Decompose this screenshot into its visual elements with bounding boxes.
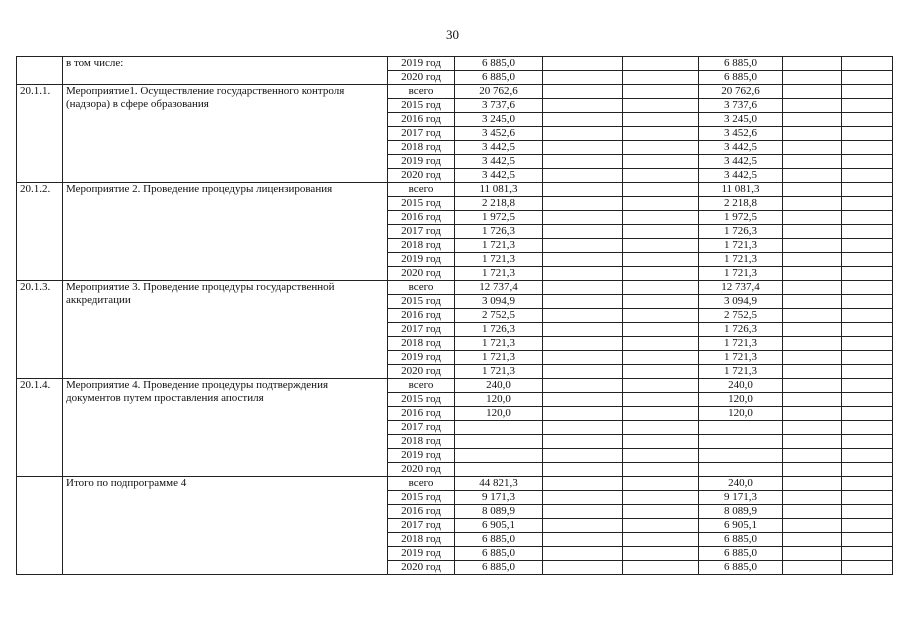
empty-cell (783, 379, 842, 393)
total-amount: 3 452,6 (455, 127, 543, 141)
empty-cell (783, 183, 842, 197)
total-amount: 3 442,5 (455, 155, 543, 169)
budget-amount: 3 452,6 (699, 127, 783, 141)
empty-cell (842, 239, 893, 253)
budget-amount: 6 885,0 (699, 71, 783, 85)
total-amount (455, 463, 543, 477)
empty-cell (543, 463, 623, 477)
period-label: 2018 год (388, 533, 455, 547)
empty-cell (842, 379, 893, 393)
period-label: 2015 год (388, 295, 455, 309)
budget-amount: 6 885,0 (699, 561, 783, 575)
total-amount: 6 885,0 (455, 547, 543, 561)
empty-cell (783, 309, 842, 323)
item-number: 20.1.3. (17, 281, 63, 379)
empty-cell (783, 393, 842, 407)
empty-cell (543, 393, 623, 407)
empty-cell (623, 141, 699, 155)
empty-cell (783, 155, 842, 169)
empty-cell (623, 421, 699, 435)
period-label: 2020 год (388, 463, 455, 477)
empty-cell (543, 239, 623, 253)
period-label: 2016 год (388, 113, 455, 127)
budget-amount (699, 449, 783, 463)
budget-amount: 1 721,3 (699, 267, 783, 281)
empty-cell (543, 183, 623, 197)
period-label: 2015 год (388, 491, 455, 505)
empty-cell (783, 449, 842, 463)
period-label: 2018 год (388, 239, 455, 253)
total-amount (455, 421, 543, 435)
empty-cell (623, 491, 699, 505)
empty-cell (543, 295, 623, 309)
total-amount: 6 885,0 (455, 561, 543, 575)
budget-amount: 1 726,3 (699, 323, 783, 337)
total-amount: 2 752,5 (455, 309, 543, 323)
empty-cell (783, 211, 842, 225)
empty-cell (623, 323, 699, 337)
item-title: Итого по подпрограмме 4 (63, 477, 388, 575)
empty-cell (842, 533, 893, 547)
budget-amount: 1 972,5 (699, 211, 783, 225)
empty-cell (543, 253, 623, 267)
empty-cell (623, 197, 699, 211)
empty-cell (783, 169, 842, 183)
empty-cell (543, 365, 623, 379)
budget-amount: 1 721,3 (699, 351, 783, 365)
budget-amount: 2 752,5 (699, 309, 783, 323)
empty-cell (543, 85, 623, 99)
period-label: 2015 год (388, 197, 455, 211)
empty-cell (543, 211, 623, 225)
budget-amount: 3 442,5 (699, 169, 783, 183)
budget-amount: 11 081,3 (699, 183, 783, 197)
empty-cell (623, 435, 699, 449)
empty-cell (842, 113, 893, 127)
empty-cell (842, 323, 893, 337)
period-label: 2020 год (388, 169, 455, 183)
period-label: 2017 год (388, 323, 455, 337)
table-row (17, 85, 893, 99)
total-amount: 12 737,4 (455, 281, 543, 295)
item-number: 20.1.2. (17, 183, 63, 281)
empty-cell (842, 421, 893, 435)
budget-amount: 9 171,3 (699, 491, 783, 505)
empty-cell (543, 379, 623, 393)
total-amount (455, 449, 543, 463)
empty-cell (623, 295, 699, 309)
period-label: всего (388, 85, 455, 99)
total-amount: 6 905,1 (455, 519, 543, 533)
empty-cell (842, 393, 893, 407)
empty-cell (623, 183, 699, 197)
period-label: 2016 год (388, 505, 455, 519)
empty-cell (623, 561, 699, 575)
empty-cell (842, 197, 893, 211)
empty-cell (543, 547, 623, 561)
total-amount: 1 721,3 (455, 351, 543, 365)
period-label: 2020 год (388, 365, 455, 379)
empty-cell (783, 295, 842, 309)
empty-cell (842, 85, 893, 99)
period-label: 2019 год (388, 57, 455, 71)
budget-amount: 2 218,8 (699, 197, 783, 211)
empty-cell (783, 351, 842, 365)
empty-cell (543, 435, 623, 449)
empty-cell (543, 477, 623, 491)
empty-cell (842, 169, 893, 183)
total-amount: 11 081,3 (455, 183, 543, 197)
empty-cell (623, 393, 699, 407)
empty-cell (842, 127, 893, 141)
empty-cell (623, 337, 699, 351)
budget-amount: 12 737,4 (699, 281, 783, 295)
table-row (17, 477, 893, 491)
empty-cell (783, 407, 842, 421)
budget-amount (699, 435, 783, 449)
empty-cell (783, 519, 842, 533)
item-title: Мероприятие1. Осуществление государственного контроля (надзора) в сфере образования (63, 85, 388, 183)
total-amount: 1 721,3 (455, 253, 543, 267)
empty-cell (543, 351, 623, 365)
empty-cell (543, 309, 623, 323)
period-label: 2017 год (388, 421, 455, 435)
empty-cell (543, 505, 623, 519)
empty-cell (783, 421, 842, 435)
empty-cell (783, 85, 842, 99)
item-number: 20.1.1. (17, 85, 63, 183)
empty-cell (623, 99, 699, 113)
period-label: 2016 год (388, 211, 455, 225)
empty-cell (783, 435, 842, 449)
empty-cell (842, 57, 893, 71)
period-label: 2019 год (388, 449, 455, 463)
empty-cell (783, 225, 842, 239)
period-label: 2020 год (388, 267, 455, 281)
period-label: всего (388, 379, 455, 393)
empty-cell (543, 421, 623, 435)
total-amount: 2 218,8 (455, 197, 543, 211)
total-amount: 3 737,6 (455, 99, 543, 113)
budget-amount: 1 721,3 (699, 253, 783, 267)
item-number (17, 477, 63, 575)
empty-cell (842, 155, 893, 169)
empty-cell (842, 309, 893, 323)
budget-amount: 120,0 (699, 393, 783, 407)
budget-amount: 240,0 (699, 477, 783, 491)
period-label: 2018 год (388, 435, 455, 449)
empty-cell (543, 281, 623, 295)
total-amount: 6 885,0 (455, 71, 543, 85)
empty-cell (623, 407, 699, 421)
budget-amount: 1 721,3 (699, 365, 783, 379)
total-amount: 3 245,0 (455, 113, 543, 127)
empty-cell (623, 71, 699, 85)
budget-amount: 6 885,0 (699, 57, 783, 71)
empty-cell (842, 267, 893, 281)
empty-cell (842, 351, 893, 365)
empty-cell (543, 197, 623, 211)
period-label: 2017 год (388, 127, 455, 141)
total-amount: 6 885,0 (455, 57, 543, 71)
page-number: 30 (446, 27, 459, 42)
empty-cell (783, 197, 842, 211)
empty-cell (783, 323, 842, 337)
table-row (17, 281, 893, 295)
empty-cell (543, 519, 623, 533)
empty-cell (623, 253, 699, 267)
empty-cell (842, 99, 893, 113)
total-amount: 240,0 (455, 379, 543, 393)
period-label: 2020 год (388, 561, 455, 575)
budget-amount: 3 245,0 (699, 113, 783, 127)
budget-amount (699, 421, 783, 435)
total-amount: 1 726,3 (455, 225, 543, 239)
total-amount: 1 721,3 (455, 337, 543, 351)
budget-amount: 3 442,5 (699, 141, 783, 155)
empty-cell (543, 71, 623, 85)
period-label: 2019 год (388, 351, 455, 365)
total-amount: 9 171,3 (455, 491, 543, 505)
empty-cell (783, 477, 842, 491)
empty-cell (783, 491, 842, 505)
item-title: в том числе: (63, 57, 388, 85)
empty-cell (842, 435, 893, 449)
period-label: 2019 год (388, 253, 455, 267)
empty-cell (783, 239, 842, 253)
total-amount: 1 726,3 (455, 323, 543, 337)
budget-amount: 20 762,6 (699, 85, 783, 99)
empty-cell (623, 449, 699, 463)
empty-cell (783, 337, 842, 351)
empty-cell (783, 141, 842, 155)
empty-cell (543, 113, 623, 127)
period-label: 2019 год (388, 547, 455, 561)
total-amount: 1 721,3 (455, 365, 543, 379)
empty-cell (623, 519, 699, 533)
table-row (17, 183, 893, 197)
empty-cell (783, 253, 842, 267)
empty-cell (783, 127, 842, 141)
empty-cell (842, 463, 893, 477)
empty-cell (842, 141, 893, 155)
empty-cell (842, 477, 893, 491)
empty-cell (623, 57, 699, 71)
empty-cell (623, 351, 699, 365)
period-label: 2019 год (388, 155, 455, 169)
empty-cell (623, 281, 699, 295)
empty-cell (623, 365, 699, 379)
budget-amount: 3 737,6 (699, 99, 783, 113)
total-amount: 120,0 (455, 393, 543, 407)
total-amount: 3 094,9 (455, 295, 543, 309)
budget-amount: 3 442,5 (699, 155, 783, 169)
empty-cell (842, 225, 893, 239)
period-label: 2017 год (388, 519, 455, 533)
empty-cell (543, 323, 623, 337)
empty-cell (623, 547, 699, 561)
period-label: всего (388, 281, 455, 295)
budget-amount: 8 089,9 (699, 505, 783, 519)
period-label: 2015 год (388, 99, 455, 113)
empty-cell (623, 127, 699, 141)
empty-cell (842, 295, 893, 309)
empty-cell (842, 561, 893, 575)
empty-cell (543, 449, 623, 463)
empty-cell (783, 561, 842, 575)
empty-cell (623, 225, 699, 239)
empty-cell (783, 547, 842, 561)
empty-cell (543, 561, 623, 575)
empty-cell (623, 113, 699, 127)
empty-cell (842, 547, 893, 561)
total-amount: 44 821,3 (455, 477, 543, 491)
empty-cell (623, 463, 699, 477)
empty-cell (842, 491, 893, 505)
empty-cell (783, 71, 842, 85)
period-label: 2018 год (388, 141, 455, 155)
budget-amount (699, 463, 783, 477)
empty-cell (783, 113, 842, 127)
table-row (17, 379, 893, 393)
empty-cell (623, 211, 699, 225)
empty-cell (783, 505, 842, 519)
empty-cell (842, 365, 893, 379)
total-amount: 8 089,9 (455, 505, 543, 519)
budget-amount: 1 721,3 (699, 337, 783, 351)
empty-cell (623, 239, 699, 253)
table-row (17, 57, 893, 71)
empty-cell (623, 477, 699, 491)
period-label: 2016 год (388, 309, 455, 323)
empty-cell (543, 337, 623, 351)
total-amount: 120,0 (455, 407, 543, 421)
empty-cell (543, 491, 623, 505)
empty-cell (783, 365, 842, 379)
period-label: 2017 год (388, 225, 455, 239)
budget-amount: 120,0 (699, 407, 783, 421)
empty-cell (623, 85, 699, 99)
empty-cell (623, 169, 699, 183)
empty-cell (623, 533, 699, 547)
empty-cell (842, 253, 893, 267)
empty-cell (623, 505, 699, 519)
empty-cell (543, 155, 623, 169)
budget-amount: 1 726,3 (699, 225, 783, 239)
empty-cell (842, 519, 893, 533)
total-amount: 20 762,6 (455, 85, 543, 99)
empty-cell (783, 281, 842, 295)
empty-cell (543, 407, 623, 421)
empty-cell (543, 225, 623, 239)
empty-cell (543, 169, 623, 183)
item-number: 20.1.4. (17, 379, 63, 477)
item-number (17, 57, 63, 85)
empty-cell (543, 533, 623, 547)
period-label: 2016 год (388, 407, 455, 421)
item-title: Мероприятие 4. Проведение процедуры подтверждения документов путем проставления апостиля (63, 379, 388, 477)
total-amount: 1 972,5 (455, 211, 543, 225)
budget-amount: 6 885,0 (699, 533, 783, 547)
budget-amount: 3 094,9 (699, 295, 783, 309)
empty-cell (842, 211, 893, 225)
budget-amount: 240,0 (699, 379, 783, 393)
empty-cell (623, 309, 699, 323)
empty-cell (783, 99, 842, 113)
empty-cell (623, 379, 699, 393)
total-amount: 3 442,5 (455, 141, 543, 155)
period-label: всего (388, 477, 455, 491)
empty-cell (543, 267, 623, 281)
empty-cell (842, 407, 893, 421)
period-label: всего (388, 183, 455, 197)
total-amount: 1 721,3 (455, 267, 543, 281)
empty-cell (783, 267, 842, 281)
total-amount: 1 721,3 (455, 239, 543, 253)
empty-cell (623, 155, 699, 169)
total-amount: 6 885,0 (455, 533, 543, 547)
period-label: 2015 год (388, 393, 455, 407)
empty-cell (842, 183, 893, 197)
item-title: Мероприятие 3. Проведение процедуры государственной аккредитации (63, 281, 388, 379)
empty-cell (842, 71, 893, 85)
budget-amount: 6 905,1 (699, 519, 783, 533)
empty-cell (783, 57, 842, 71)
empty-cell (783, 533, 842, 547)
empty-cell (543, 127, 623, 141)
total-amount: 3 442,5 (455, 169, 543, 183)
empty-cell (783, 463, 842, 477)
total-amount (455, 435, 543, 449)
empty-cell (842, 281, 893, 295)
budget-amount: 6 885,0 (699, 547, 783, 561)
empty-cell (842, 449, 893, 463)
budget-table (16, 56, 893, 575)
table-body (17, 57, 893, 575)
empty-cell (543, 57, 623, 71)
empty-cell (842, 505, 893, 519)
empty-cell (623, 267, 699, 281)
period-label: 2018 год (388, 337, 455, 351)
empty-cell (842, 337, 893, 351)
empty-cell (543, 141, 623, 155)
empty-cell (543, 99, 623, 113)
item-title: Мероприятие 2. Проведение процедуры лицензирования (63, 183, 388, 281)
period-label: 2020 год (388, 71, 455, 85)
budget-amount: 1 721,3 (699, 239, 783, 253)
